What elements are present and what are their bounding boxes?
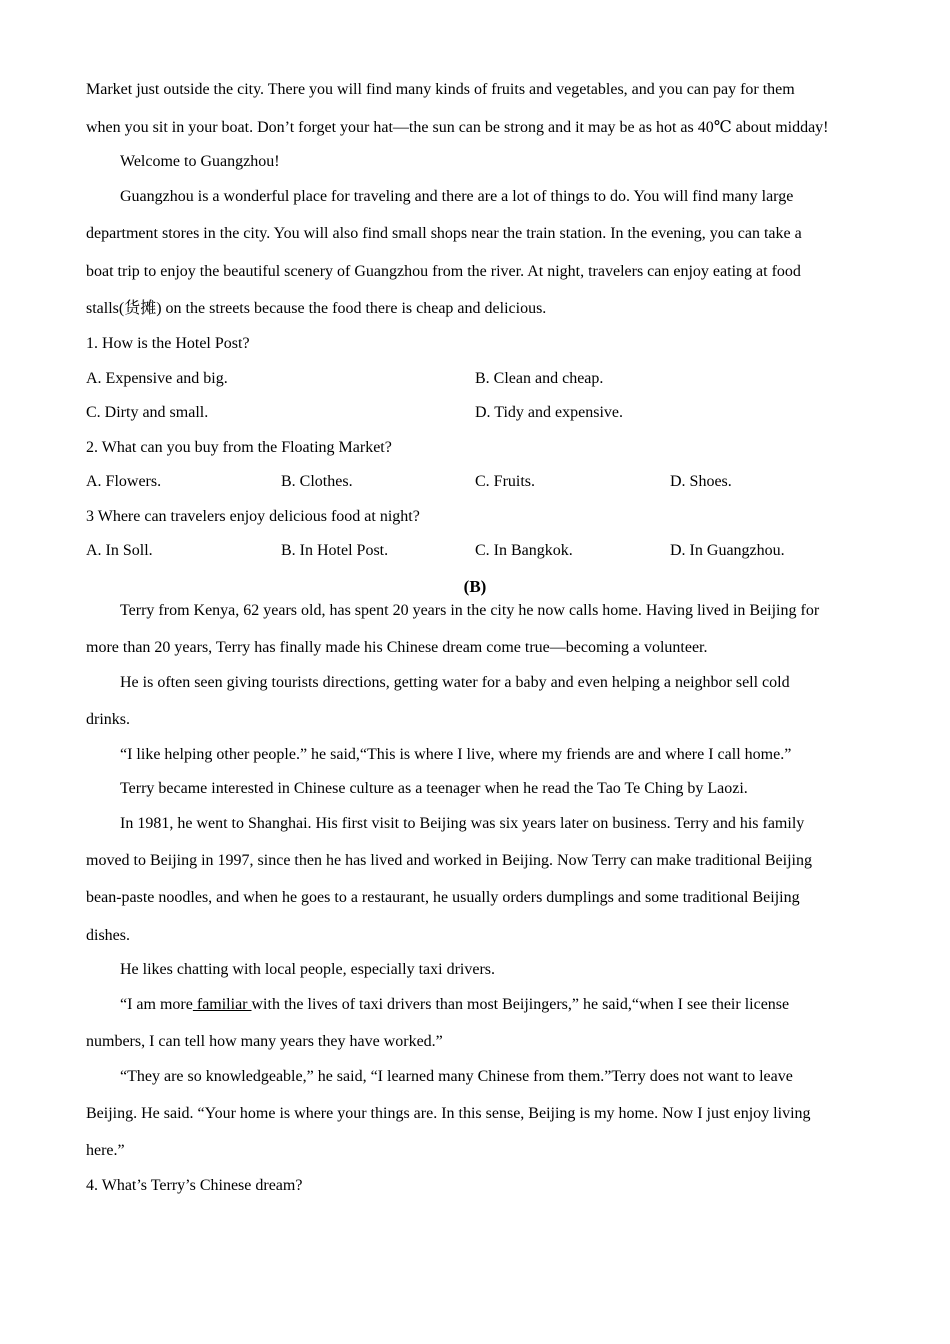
question-2-option-a: A. Flowers.	[86, 473, 162, 490]
underlined-word-familiar: familiar	[192, 996, 252, 1013]
question-2-option-d: D. Shoes.	[670, 473, 732, 490]
welcome-heading: Welcome to Guangzhou!	[120, 153, 280, 170]
passage-b-line: drinks.	[86, 711, 130, 728]
question-2-option-b: B. Clothes.	[281, 473, 353, 490]
passage-b-line: here.”	[86, 1142, 125, 1159]
passage-b-line: more than 20 years, Terry has finally made his Chinese dream come true—becoming a volunteer.	[86, 639, 708, 656]
passage-b-line: “They are so knowledgeable,” he said, “I learned many Chinese from them.”Terry does not want to leave	[120, 1068, 793, 1085]
passage-b-line	[120, 995, 789, 1015]
passage-b-line: Beijing. He said. “Your home is where your things are. In this sense, Beijing is my home. Now I just enjoy living	[86, 1105, 811, 1122]
section-b-heading: (B)	[463, 577, 487, 596]
passage-b-text: with the lives of taxi drivers than most Beijingers,” he said,“when I see their license	[251, 996, 790, 1013]
question-4-stem: 4. What’s Terry’s Chinese dream?	[86, 1177, 303, 1194]
question-1-option-b: B. Clean and cheap.	[475, 370, 604, 387]
passage-b-line: He likes chatting with local people, especially taxi drivers.	[120, 961, 495, 978]
question-3-option-d: D. In Guangzhou.	[670, 542, 785, 559]
question-1-option-a: A. Expensive and big.	[86, 370, 228, 387]
passage-b-line: dishes.	[86, 927, 130, 944]
question-3-option-a: A. In Soll.	[86, 542, 153, 559]
question-3-option-b: B. In Hotel Post.	[281, 542, 389, 559]
passage-a-line: stalls(货摊) on the streets because the food there is cheap and delicious.	[86, 300, 547, 317]
passage-a-line: when you sit in your boat. Don’t forget your hat—the sun can be strong and it may be as hot as 40℃ about midday!	[86, 119, 829, 136]
question-1-option-d: D. Tidy and expensive.	[475, 404, 623, 421]
question-3-stem: 3 Where can travelers enjoy delicious food at night?	[86, 508, 420, 525]
passage-b-line: Terry from Kenya, 62 years old, has spent 20 years in the city he now calls home. Having lived in Beijing for	[120, 602, 820, 619]
question-2-option-c: C. Fruits.	[475, 473, 536, 490]
passage-a-line: department stores in the city. You will also find small shops near the train station. In the evening, you can take a	[86, 225, 802, 242]
passage-a-line: boat trip to enjoy the beautiful scenery of Guangzhou from the river. At night, travelers can enjoy eating at food	[86, 263, 801, 280]
passage-b-line: moved to Beijing in 1997, since then he has lived and worked in Beijing. Now Terry can make traditional Beijing	[86, 852, 812, 869]
question-3-option-c: C. In Bangkok.	[475, 542, 573, 559]
passage-b-line: He is often seen giving tourists directions, getting water for a baby and even helping a neighbor sell cold	[120, 674, 790, 691]
passage-b-line: Terry became interested in Chinese culture as a teenager when he read the Tao Te Ching by Laozi.	[120, 780, 748, 797]
passage-b-text: “I am more	[120, 996, 193, 1013]
question-1-option-c: C. Dirty and small.	[86, 404, 209, 421]
passage-b-line: numbers, I can tell how many years they have worked.”	[86, 1033, 443, 1050]
passage-a-line: Market just outside the city. There you will find many kinds of fruits and vegetables, and you can pay for them	[86, 81, 795, 98]
passage-a-line: Guangzhou is a wonderful place for traveling and there are a lot of things to do. You will find many large	[120, 188, 794, 205]
passage-b-line: “I like helping other people.” he said,“This is where I live, where my friends are and where I call home.”	[120, 746, 792, 763]
question-2-stem: 2. What can you buy from the Floating Market?	[86, 439, 392, 456]
passage-b-line: bean-paste noodles, and when he goes to a restaurant, he usually orders dumplings and some traditional Beijing	[86, 889, 800, 906]
passage-b-line: In 1981, he went to Shanghai. His first visit to Beijing was six years later on business. Terry and his family	[120, 815, 805, 832]
question-1-stem: 1. How is the Hotel Post?	[86, 335, 250, 352]
